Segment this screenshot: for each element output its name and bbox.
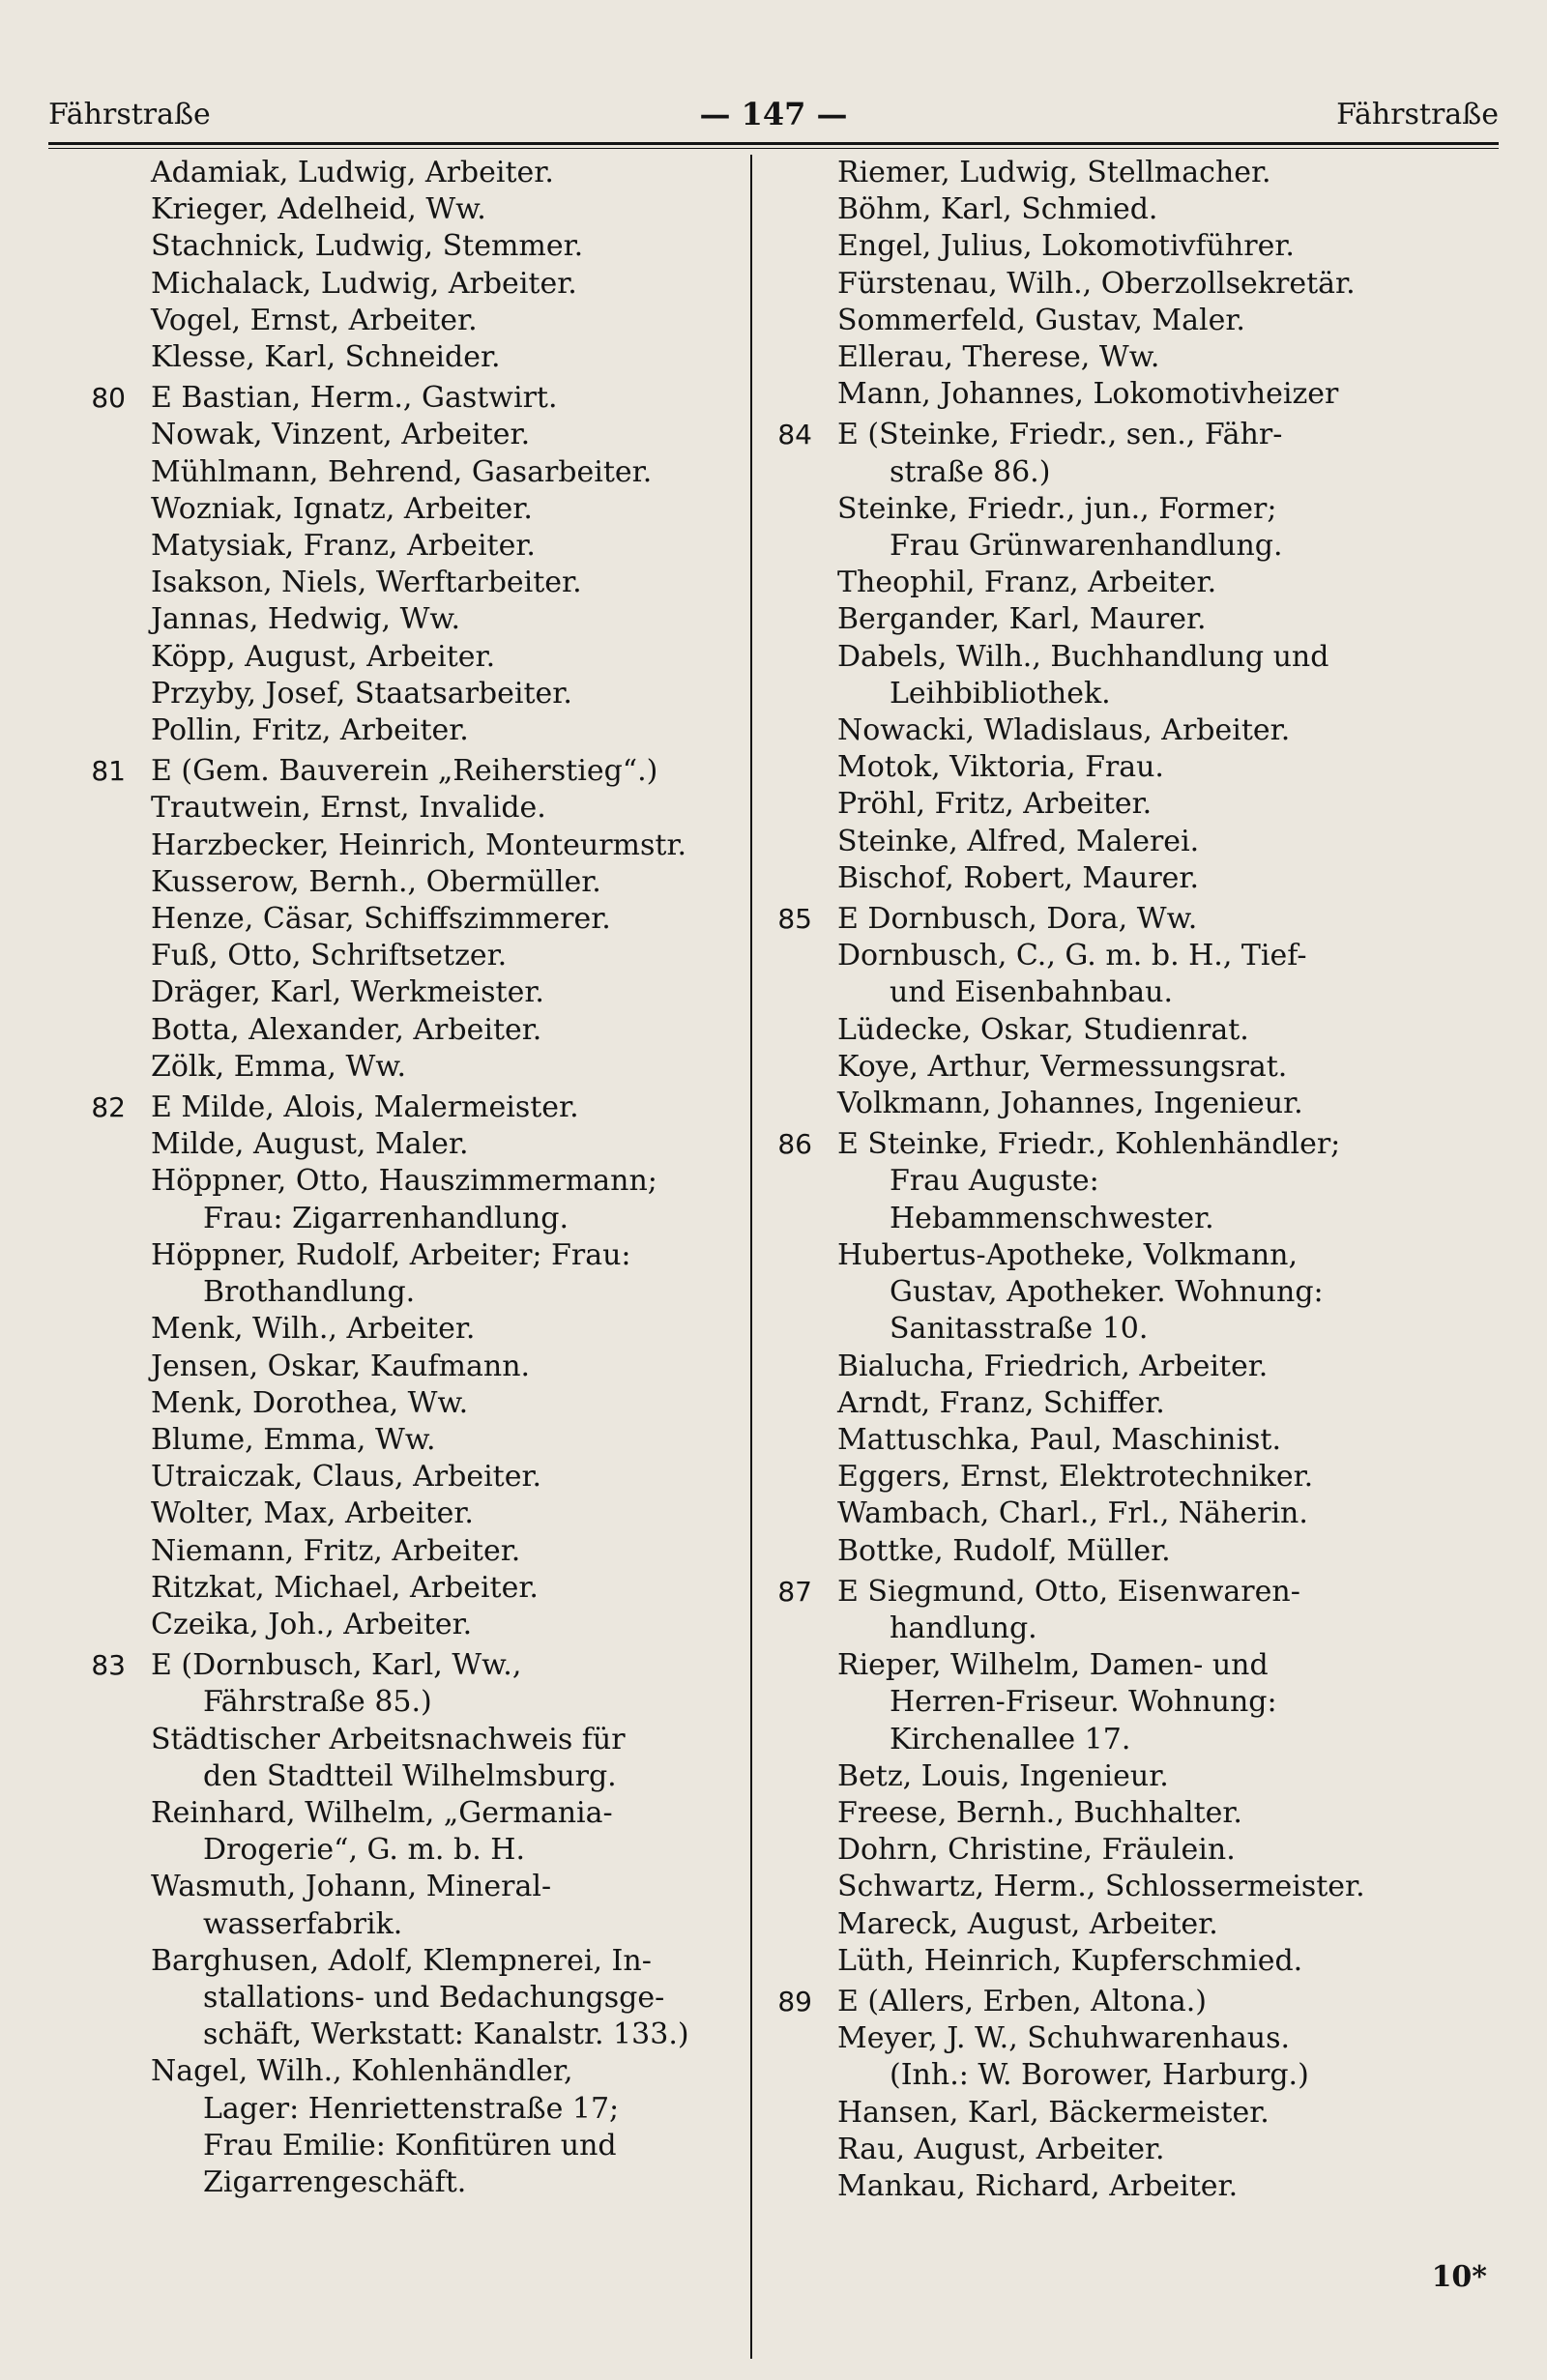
entry-text: Fürstenau, Wilh., Oberzollsekretär.: [837, 266, 1356, 301]
entry-continuation: Herren-Friseur. Wohnung:: [890, 1685, 1277, 1720]
resident-entry: [774, 2020, 1416, 2094]
entry-text: Ritzkat, Michael, Arbeiter.: [151, 1570, 539, 1605]
resident-entry: [87, 1495, 735, 1532]
entry-continuation: Sanitasstraße 10.: [890, 1312, 1149, 1347]
entry-continuation: schäft, Werkstatt: Kanalstr. 133.): [203, 2017, 689, 2052]
entry-text: Bottke, Rudolf, Müller.: [837, 1533, 1171, 1568]
resident-entry: [774, 491, 1416, 565]
resident-entry: [774, 1943, 1416, 1980]
entry-text: Stachnick, Ludwig, Stemmer.: [151, 229, 584, 264]
entry-text: Vogel, Ernst, Arbeiter.: [151, 303, 478, 337]
entry-text: Rieper, Wilhelm, Damen- und: [837, 1648, 1269, 1683]
resident-entry: [774, 1422, 1416, 1459]
resident-entry: [774, 376, 1416, 413]
entry-continuation: stallations- und Bedachungsge-: [203, 1980, 665, 2015]
entry-continuation: den Stadtteil Wilhelmsburg.: [203, 1758, 617, 1793]
resident-entry: [774, 266, 1416, 303]
entry-text: Blume, Emma, Ww.: [151, 1422, 436, 1457]
resident-entry: [774, 1495, 1416, 1532]
resident-entry: [87, 864, 735, 901]
entry-text: E (Gem. Bauverein „Reiherstieg“.): [151, 754, 658, 789]
resident-entry: [774, 639, 1416, 712]
entry-continuation: straße 86.): [890, 454, 1051, 489]
resident-entry: [87, 676, 735, 712]
house-number: 83: [91, 1649, 126, 1682]
resident-entry: [87, 417, 735, 453]
entry-text: Botta, Alexander, Arbeiter.: [151, 1012, 542, 1047]
resident-entry: [87, 1237, 735, 1311]
entry-continuation: Frau Grünwarenhandlung.: [890, 529, 1283, 564]
entry-text: Wasmuth, Johann, Mineral-: [151, 1870, 552, 1904]
entry-text: Betz, Louis, Ingenieur.: [837, 1758, 1169, 1793]
resident-entry: [87, 712, 735, 749]
entry-text: Barghusen, Adolf, Klempnerei, In-: [151, 1943, 652, 1978]
resident-entry: [87, 1311, 735, 1348]
address-entry: [87, 753, 735, 790]
address-entry: [774, 1126, 1416, 1237]
entry-text: Hubertus-Apotheke, Volkmann,: [837, 1237, 1299, 1272]
address-entry: [774, 417, 1416, 490]
entry-text: Dräger, Karl, Werkmeister.: [151, 975, 544, 1010]
resident-entry: [87, 266, 735, 303]
resident-entry: [87, 1607, 735, 1643]
entry-text: Lüdecke, Oskar, Studienrat.: [837, 1012, 1249, 1047]
resident-entry: [87, 827, 735, 864]
resident-entry: [87, 1943, 735, 2054]
resident-entry: [774, 1049, 1416, 1086]
house-number: 80: [91, 382, 126, 415]
entry-text: Mankau, Richard, Arbeiter.: [837, 2168, 1239, 2203]
entry-continuation: Brothandlung.: [203, 1275, 416, 1310]
resident-entry: [774, 1869, 1416, 1905]
resident-entry: [87, 454, 735, 491]
entry-text: Steinke, Friedr., jun., Former;: [837, 491, 1277, 526]
entry-text: Reinhard, Wilhelm, „Germania-: [151, 1795, 613, 1830]
entry-continuation: Frau Emilie: Konfitüren und: [203, 2128, 617, 2162]
resident-entry: [774, 2168, 1416, 2205]
resident-entry: [774, 228, 1416, 265]
entry-text: Riemer, Ludwig, Stellmacher.: [837, 156, 1271, 189]
resident-entry: [774, 155, 1416, 191]
entry-text: Freese, Bernh., Buchhalter.: [837, 1795, 1242, 1830]
resident-entry: [87, 565, 735, 601]
page-header: [48, 93, 1499, 135]
address-entry: [87, 380, 735, 417]
resident-entry: [774, 860, 1416, 897]
entry-text: Mattuschka, Paul, Maschinist.: [837, 1422, 1282, 1457]
resident-entry: [87, 1459, 735, 1495]
entry-text: Köpp, August, Arbeiter.: [151, 639, 496, 674]
entry-text: Fuß, Otto, Schriftsetzer.: [151, 939, 508, 973]
resident-entry: [774, 786, 1416, 823]
resident-entry: [774, 2132, 1416, 2168]
entry-text: Höppner, Otto, Hauszimmermann;: [151, 1164, 657, 1199]
resident-entry: [87, 1869, 735, 1942]
entry-text: Henze, Cäsar, Schiffszimmerer.: [151, 902, 611, 937]
entry-text: Jannas, Hedwig, Ww.: [151, 602, 461, 637]
house-number: 85: [777, 903, 812, 936]
entry-continuation: Fährstraße 85.): [203, 1685, 432, 1720]
resident-entry: [87, 901, 735, 938]
entry-text: E Siegmund, Otto, Eisenwaren-: [837, 1574, 1300, 1609]
header-rule: [48, 142, 1499, 149]
resident-entry: [774, 1832, 1416, 1869]
resident-entry: [87, 2053, 735, 2201]
entry-text: Sommerfeld, Gustav, Maler.: [837, 303, 1245, 337]
entry-continuation: handlung.: [890, 1611, 1037, 1645]
entry-text: E Steinke, Friedr., Kohlenhändler;: [837, 1127, 1341, 1162]
entry-continuation: Kirchenallee 17.: [890, 1722, 1131, 1756]
entry-text: Menk, Wilh., Arbeiter.: [151, 1312, 476, 1347]
entry-text: Dabels, Wilh., Buchhandlung und: [837, 639, 1329, 674]
entry-text: Steinke, Alfred, Malerei.: [837, 824, 1200, 858]
resident-entry: [87, 191, 735, 228]
entry-text: Theophil, Franz, Arbeiter.: [837, 566, 1217, 600]
entry-text: Krieger, Adelheid, Ww.: [151, 192, 486, 227]
resident-entry: [87, 1422, 735, 1459]
entry-text: Eggers, Ernst, Elektrotechniker.: [837, 1460, 1314, 1495]
header-street-left: Fährstraße: [48, 97, 211, 131]
page-number: — 147 —: [699, 96, 848, 132]
resident-entry: [774, 1647, 1416, 1758]
entry-continuation: Frau Auguste:: [890, 1164, 1099, 1199]
resident-entry: [87, 601, 735, 638]
entry-text: Schwartz, Herm., Schlossermeister.: [837, 1870, 1365, 1904]
resident-entry: [87, 1795, 735, 1869]
resident-entry: [774, 712, 1416, 749]
entry-text: Nagel, Wilh., Kohlenhändler,: [151, 2054, 573, 2089]
resident-entry: [87, 790, 735, 827]
resident-entry: [87, 1163, 735, 1236]
entry-text: Przyby, Josef, Staatsarbeiter.: [151, 676, 572, 711]
entry-text: E (Allers, Erben, Altona.): [837, 1984, 1207, 2018]
entry-text: E Dornbusch, Dora, Ww.: [837, 902, 1198, 937]
entry-text: Mann, Johannes, Lokomotivheizer: [837, 377, 1339, 412]
entry-continuation: wasserfabrik.: [203, 1906, 403, 1941]
resident-entry: [774, 1237, 1416, 1349]
entry-text: Motok, Viktoria, Frau.: [837, 750, 1164, 785]
entry-text: Ellerau, Therese, Ww.: [837, 340, 1160, 375]
resident-entry: [87, 528, 735, 565]
resident-entry: [774, 1795, 1416, 1832]
entry-text: Lüth, Heinrich, Kupferschmied.: [837, 1943, 1303, 1978]
entry-text: Matysiak, Franz, Arbeiter.: [151, 529, 536, 564]
entry-text: E Milde, Alois, Malermeister.: [151, 1090, 579, 1125]
resident-entry: [774, 1385, 1416, 1422]
resident-entry: [87, 303, 735, 339]
entry-text: Arndt, Franz, Schiffer.: [837, 1385, 1165, 1420]
house-number: 86: [777, 1128, 812, 1161]
entry-text: Zölk, Emma, Ww.: [151, 1049, 406, 1084]
resident-entry: [87, 639, 735, 676]
entry-text: Wozniak, Ignatz, Arbeiter.: [151, 491, 533, 526]
entry-text: Städtischer Arbeitsnachweis für: [151, 1722, 626, 1756]
column-divider: [750, 155, 752, 2359]
entry-text: Wolter, Max, Arbeiter.: [151, 1496, 474, 1531]
entry-text: E Bastian, Herm., Gastwirt.: [151, 381, 558, 416]
entry-text: Hansen, Karl, Bäckermeister.: [837, 2095, 1270, 2130]
entry-text: Pröhl, Fritz, Arbeiter.: [837, 787, 1153, 822]
entry-text: Menk, Dorothea, Ww.: [151, 1385, 469, 1420]
entry-text: Harzbecker, Heinrich, Monteurmstr.: [151, 827, 687, 862]
entry-text: Adamiak, Ludwig, Arbeiter.: [151, 156, 554, 189]
entry-continuation: Hebammenschwester.: [890, 1201, 1214, 1235]
entry-text: E (Steinke, Friedr., sen., Fähr-: [837, 418, 1283, 452]
entry-text: Utraiczak, Claus, Arbeiter.: [151, 1460, 542, 1495]
left-column: [87, 155, 735, 2201]
resident-entry: [87, 155, 735, 191]
address-entry: [87, 1089, 735, 1126]
signature-mark: 10*: [1431, 2260, 1487, 2294]
resident-entry: [774, 2095, 1416, 2132]
resident-entry: [87, 1126, 735, 1163]
address-entry: [774, 901, 1416, 938]
entry-text: E (Dornbusch, Karl, Ww.,: [151, 1648, 522, 1683]
entry-continuation: (Inh.: W. Borower, Harburg.): [890, 2058, 1309, 2093]
entry-text: Dohrn, Christine, Fräulein.: [837, 1833, 1236, 1868]
resident-entry: [774, 1533, 1416, 1570]
entry-text: Dornbusch, C., G. m. b. H., Tief-: [837, 939, 1307, 973]
resident-entry: [87, 1049, 735, 1086]
entry-text: Bialucha, Friedrich, Arbeiter.: [837, 1349, 1269, 1383]
resident-entry: [87, 1385, 735, 1422]
entry-continuation: Frau: Zigarrenhandlung.: [203, 1201, 569, 1235]
resident-entry: [774, 1086, 1416, 1122]
resident-entry: [774, 1459, 1416, 1495]
entry-text: Bischof, Robert, Maurer.: [837, 860, 1200, 895]
entry-continuation: Leihbibliothek.: [890, 676, 1111, 711]
resident-entry: [774, 565, 1416, 601]
address-entry: [774, 1574, 1416, 1647]
resident-entry: [87, 1533, 735, 1570]
entry-text: Kusserow, Bernh., Obermüller.: [151, 864, 601, 899]
entry-text: Trautwein, Ernst, Invalide.: [151, 791, 546, 826]
resident-entry: [774, 1758, 1416, 1795]
entry-continuation: Gustav, Apotheker. Wohnung:: [890, 1275, 1324, 1310]
resident-entry: [774, 1906, 1416, 1943]
entry-text: Engel, Julius, Lokomotivführer.: [837, 229, 1295, 264]
entry-text: Bergander, Karl, Maurer.: [837, 602, 1207, 637]
entry-text: Meyer, J. W., Schuhwarenhaus.: [837, 2021, 1291, 2056]
entry-text: Jensen, Oskar, Kaufmann.: [151, 1349, 531, 1383]
entry-text: Höppner, Rudolf, Arbeiter; Frau:: [151, 1237, 631, 1272]
house-number: 89: [777, 1985, 812, 2017]
resident-entry: [87, 938, 735, 974]
entry-text: Rau, August, Arbeiter.: [837, 2132, 1165, 2166]
resident-entry: [774, 601, 1416, 638]
entry-text: Böhm, Karl, Schmied.: [837, 192, 1158, 227]
resident-entry: [774, 1012, 1416, 1049]
resident-entry: [87, 1722, 735, 1795]
right-column: [774, 155, 1416, 2205]
entry-text: Wambach, Charl., Frl., Näherin.: [837, 1496, 1308, 1531]
entry-continuation: Zigarrengeschäft.: [203, 2164, 467, 2199]
resident-entry: [774, 938, 1416, 1011]
entry-text: Czeika, Joh., Arbeiter.: [151, 1607, 473, 1641]
resident-entry: [87, 1012, 735, 1049]
entry-text: Volkmann, Johannes, Ingenieur.: [837, 1087, 1303, 1121]
house-number: 81: [91, 755, 126, 788]
resident-entry: [87, 1570, 735, 1607]
entry-text: Niemann, Fritz, Arbeiter.: [151, 1533, 521, 1568]
entry-text: Mühlmann, Behrend, Gasarbeiter.: [151, 454, 653, 489]
resident-entry: [774, 303, 1416, 339]
resident-entry: [87, 228, 735, 265]
resident-entry: [774, 339, 1416, 376]
resident-entry: [774, 1349, 1416, 1385]
address-entry: [87, 1647, 735, 1721]
resident-entry: [87, 974, 735, 1011]
entry-text: Milde, August, Maler.: [151, 1127, 469, 1162]
resident-entry: [87, 491, 735, 528]
resident-entry: [774, 824, 1416, 860]
house-number: 87: [777, 1575, 812, 1608]
resident-entry: [774, 749, 1416, 786]
resident-entry: [774, 191, 1416, 228]
entry-text: Michalack, Ludwig, Arbeiter.: [151, 266, 577, 301]
entry-text: Pollin, Fritz, Arbeiter.: [151, 713, 469, 748]
entry-text: Koye, Arthur, Vermessungsrat.: [837, 1049, 1288, 1084]
resident-entry: [87, 339, 735, 376]
entry-text: Nowacki, Wladislaus, Arbeiter.: [837, 713, 1291, 748]
entry-continuation: Drogerie“, G. m. b. H.: [203, 1833, 525, 1868]
address-entry: [774, 1984, 1416, 2020]
entry-text: Mareck, August, Arbeiter.: [837, 1906, 1218, 1941]
entry-text: Klesse, Karl, Schneider.: [151, 340, 501, 375]
entry-text: Nowak, Vinzent, Arbeiter.: [151, 418, 531, 452]
house-number: 82: [91, 1091, 126, 1124]
entry-text: Isakson, Niels, Werftarbeiter.: [151, 566, 582, 600]
house-number: 84: [777, 419, 812, 451]
header-street-right: Fährstraße: [1336, 97, 1499, 131]
entry-continuation: Lager: Henriettenstraße 17;: [203, 2091, 620, 2126]
entry-continuation: und Eisenbahnbau.: [890, 975, 1174, 1010]
resident-entry: [87, 1349, 735, 1385]
